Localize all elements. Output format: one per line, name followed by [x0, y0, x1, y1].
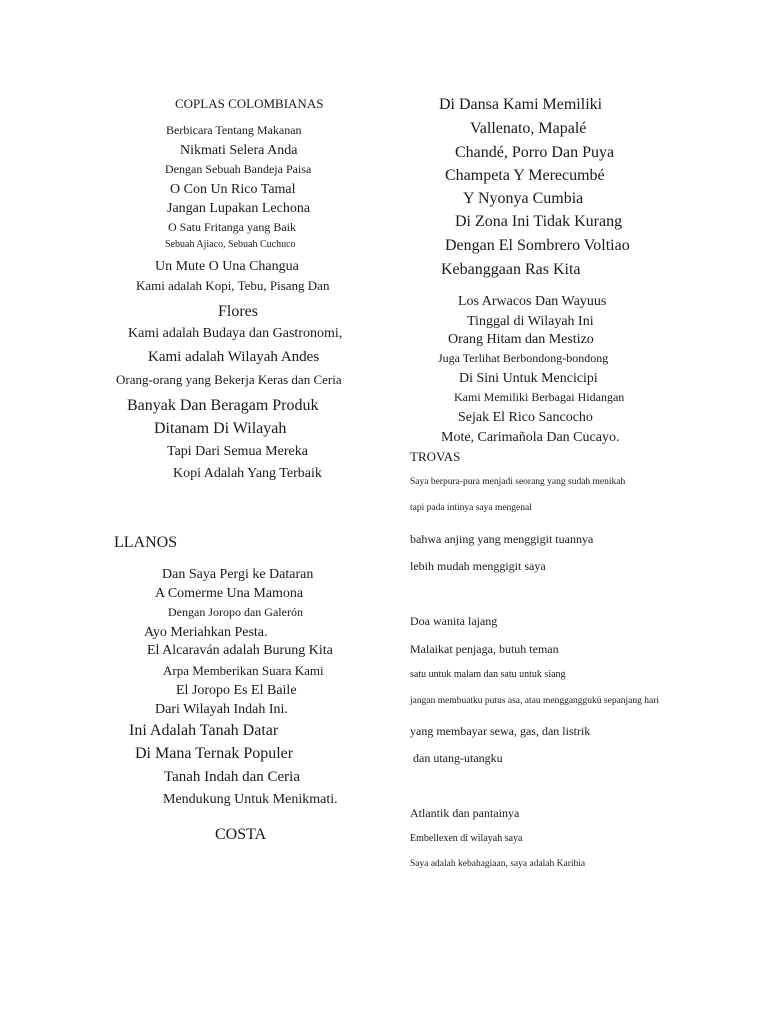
costa-line: Di Zona Ini Tidak Kurang	[455, 213, 623, 230]
coplas-line: Dengan Sebuah Bandeja Paisa	[165, 162, 312, 176]
trovas-line: jangan membuatku putus asa, atau mengganggukü sepanjang hari	[410, 696, 660, 706]
coplas-line: Orang-orang yang Bekerja Keras dan Ceria	[116, 372, 342, 387]
coplas-line: O Satu Fritanga yang Baik	[168, 220, 296, 234]
costa-line: Champeta Y Merecumbé	[445, 167, 605, 184]
costa-line: Orang Hitam dan Mestizo	[448, 332, 594, 347]
trovas-title: TROVAS	[410, 449, 461, 464]
trovas-line: Saya berpura-pura menjadi seorang yang sudah menikah	[410, 477, 626, 487]
costa-line: Mote, Carimañola Dan Cucayo.	[441, 430, 620, 445]
llanos-line: Dan Saya Pergi ke Dataran	[162, 567, 314, 582]
llanos-line: Dengan Joropo dan Galerón	[168, 605, 303, 619]
costa-line: Di Dansa Kami Memiliki	[439, 96, 603, 113]
coplas-line: Tapi Dari Semua Mereka	[167, 444, 308, 459]
costa-line: Di Sini Untuk Mencicipi	[459, 371, 598, 386]
coplas-line: Kami adalah Kopi, Tebu, Pisang Dan	[136, 278, 330, 293]
llanos-line: El Joropo Es El Baile	[176, 683, 297, 698]
coplas-line: Banyak Dan Beragam Produk	[127, 397, 319, 414]
llanos-line: Ayo Meriahkan Pesta.	[144, 625, 268, 640]
trovas-line: yang membayar sewa, gas, dan listrik	[410, 724, 591, 738]
coplas-line: Kami adalah Wilayah Andes	[148, 349, 320, 365]
costa-line: Los Arwacos Dan Wayuus	[458, 294, 607, 309]
costa-line: Kami Memiliki Berbagai Hidangan	[454, 390, 625, 404]
trovas-line: lebih mudah menggigit saya	[410, 559, 546, 573]
llanos-line: Tanah Indah dan Ceria	[164, 769, 300, 785]
coplas-line: Berbicara Tentang Makanan	[166, 123, 302, 137]
coplas-line: Jangan Lupakan Lechona	[167, 201, 311, 216]
coplas-line: O Con Un Rico Tamal	[170, 182, 296, 197]
llanos-line: A Comerme Una Mamona	[155, 586, 304, 601]
coplas-line: Nikmati Selera Anda	[180, 143, 298, 158]
coplas-line: Ditanam Di Wilayah	[154, 420, 287, 437]
coplas-line: Un Mute O Una Changua	[155, 259, 299, 274]
coplas-line: Flores	[218, 303, 258, 320]
trovas-line: tapi pada intinya saya mengenal	[410, 503, 532, 513]
costa-line: Sejak El Rico Sancocho	[458, 410, 593, 425]
coplas-line: Kopi Adalah Yang Terbaik	[173, 466, 322, 481]
llanos-line: Ini Adalah Tanah Datar	[129, 722, 279, 739]
trovas-line: Atlantik dan pantainya	[410, 806, 520, 820]
llanos-line: El Alcaraván adalah Burung Kita	[147, 643, 333, 658]
llanos-title: LLANOS	[114, 534, 178, 551]
llanos-line: Arpa Memberikan Suara Kami	[163, 663, 324, 678]
coplas-line: Sebuah Ajiaco, Sebuah Cuchuco	[165, 239, 296, 250]
trovas-line: Doa wanita lajang	[410, 614, 498, 628]
coplas-title: COPLAS COLOMBIANAS	[175, 96, 324, 111]
costa-line: Kebanggaan Ras Kita	[441, 261, 581, 278]
costa-line: Chandé, Porro Dan Puya	[455, 144, 615, 161]
trovas-line: Embellexen di wilayah saya	[410, 833, 523, 844]
coplas-line: Kami adalah Budaya dan Gastronomi,	[128, 326, 343, 341]
costa-line: Dengan El Sombrero Voltiao	[445, 237, 630, 254]
costa-line: Y Nyonya Cumbia	[463, 190, 584, 207]
trovas-line: satu untuk malam dan satu untuk siang	[410, 669, 566, 680]
trovas-line: Malaikat penjaga, butuh teman	[410, 642, 559, 656]
costa-title: COSTA	[215, 826, 267, 843]
costa-line: Tinggal di Wilayah Ini	[467, 314, 594, 329]
llanos-line: Di Mana Ternak Populer	[135, 745, 294, 762]
trovas-line: bahwa anjing yang menggigit tuannya	[410, 532, 594, 546]
llanos-line: Mendukung Untuk Menikmati.	[163, 792, 338, 807]
costa-line: Vallenato, Mapalé	[470, 120, 587, 137]
trovas-line: dan utang-utangku	[410, 751, 503, 765]
trovas-line: Saya adalah kebahagiaan, saya adalah Karibia	[410, 859, 586, 869]
llanos-line: Dari Wilayah Indah Ini.	[155, 702, 288, 717]
costa-line: Juga Terlihat Berbondong-bondong	[438, 351, 609, 365]
